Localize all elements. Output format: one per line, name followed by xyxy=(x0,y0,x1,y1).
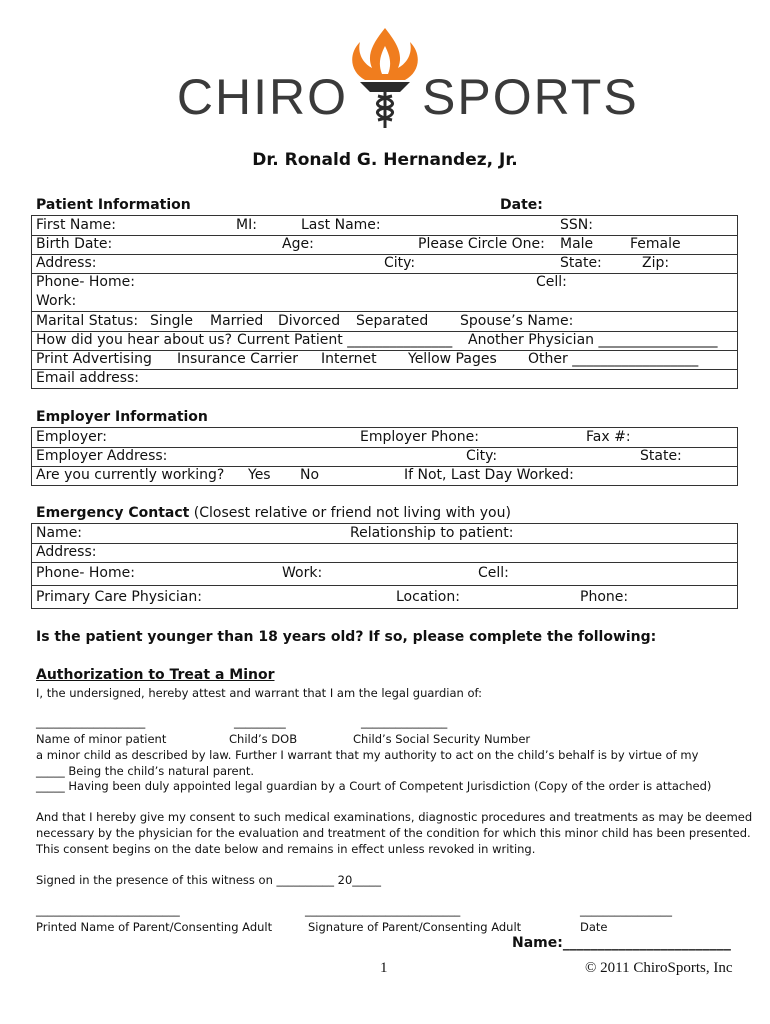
first-name-field[interactable]: First Name: xyxy=(36,217,116,233)
emergency-contact-box xyxy=(31,523,738,609)
divorced-option[interactable]: Divorced xyxy=(278,313,341,329)
chirosports-logo xyxy=(160,24,639,134)
legal-guardian-option[interactable]: _____ Having been duly appointed legal guardian by a Court of Competent Jurisdiction (Copy of the order is attached) xyxy=(36,779,712,793)
email-field[interactable]: Email address: xyxy=(36,370,140,386)
doctor-name: Dr. Ronald G. Hernandez, Jr. xyxy=(252,150,518,170)
employer-address-field[interactable]: Employer Address: xyxy=(36,448,168,464)
signature-label: Signature of Parent/Consenting Adult xyxy=(308,920,522,934)
emergency-name-field[interactable]: Name: xyxy=(36,525,83,541)
marital-status-label: Marital Status: xyxy=(36,313,139,329)
internet-option[interactable]: Internet xyxy=(321,351,377,367)
caduceus-icon xyxy=(360,82,410,128)
signature-blank[interactable]: ___________________________ xyxy=(305,903,461,917)
authorization-heading: Authorization to Treat a Minor xyxy=(36,667,275,683)
emergency-address-field[interactable]: Address: xyxy=(36,544,97,560)
sign-date-blank[interactable]: ________________ xyxy=(580,903,672,917)
phone-home-field[interactable]: Phone- Home: xyxy=(36,274,135,290)
other-source-field[interactable]: Other __________________ xyxy=(528,351,699,367)
employer-city-field[interactable]: City: xyxy=(466,448,498,464)
referral-question: How did you hear about us? xyxy=(36,332,232,348)
last-day-worked-field[interactable]: If Not, Last Day Worked: xyxy=(404,467,574,483)
witness-line[interactable]: Signed in the presence of this witness on __________ 20_____ xyxy=(36,873,382,887)
patient-info-heading: Patient Information xyxy=(36,197,191,213)
birth-date-field[interactable]: Birth Date: xyxy=(36,236,113,252)
employer-state-field[interactable]: State: xyxy=(640,448,682,464)
patient-row-address xyxy=(32,254,737,274)
emergency-work-field[interactable]: Work: xyxy=(282,565,323,581)
working-no-option[interactable]: No xyxy=(300,467,320,483)
minor-name-blank[interactable]: ___________________ xyxy=(36,715,146,729)
patient-row-phone xyxy=(32,273,737,312)
relationship-field[interactable]: Relationship to patient: xyxy=(350,525,514,541)
yellow-pages-option[interactable]: Yellow Pages xyxy=(408,351,497,367)
child-dob-label: Child’s DOB xyxy=(229,732,298,746)
working-question: Are you currently working? xyxy=(36,467,225,483)
patient-row-name xyxy=(32,216,737,236)
insurance-carrier-option[interactable]: Insurance Carrier xyxy=(177,351,299,367)
employer-row-2 xyxy=(32,447,737,467)
emergency-contact-note: (Closest relative or friend not living with you) xyxy=(193,505,511,521)
pcp-phone-field[interactable]: Phone: xyxy=(580,589,629,605)
consent-text-3: This consent begins on the date below and remains in effect unless revoked in writing. xyxy=(36,842,536,856)
torch-flame-icon xyxy=(352,28,418,80)
patient-row-marital xyxy=(32,312,737,332)
zip-field[interactable]: Zip: xyxy=(642,255,670,271)
female-option[interactable]: Female xyxy=(630,236,681,252)
employer-field[interactable]: Employer: xyxy=(36,429,107,445)
emergency-row-address xyxy=(32,543,737,563)
sign-date-label: Date xyxy=(580,920,608,934)
mi-field[interactable]: MI: xyxy=(236,217,257,233)
married-option[interactable]: Married xyxy=(210,313,264,329)
age-field[interactable]: Age: xyxy=(282,236,314,252)
logo-text-right: SPORTS xyxy=(422,69,639,125)
emergency-row-name xyxy=(32,524,737,544)
emergency-row-pcp xyxy=(32,586,737,605)
male-option[interactable]: Male xyxy=(560,236,594,252)
last-name-field[interactable]: Last Name: xyxy=(301,217,381,233)
address-field[interactable]: Address: xyxy=(36,255,97,271)
patient-row-email xyxy=(32,369,737,388)
circle-one-label: Please Circle One: xyxy=(418,236,545,252)
spouse-name-field[interactable]: Spouse’s Name: xyxy=(460,313,574,329)
another-physician-field[interactable]: Another Physician _________________ xyxy=(468,332,718,348)
date-label: Date: xyxy=(500,197,543,213)
patient-row-birth xyxy=(32,235,737,255)
state-field[interactable]: State: xyxy=(560,255,602,271)
emergency-phone-home-field[interactable]: Phone- Home: xyxy=(36,565,135,581)
minor-authority-text: a minor child as described by law. Further I warrant that my authority to act on the child’s behalf is by virtue of my xyxy=(36,748,699,762)
patient-row-sources xyxy=(32,350,737,370)
current-patient-field[interactable]: Current Patient _______________ xyxy=(237,332,453,348)
emergency-cell-field[interactable]: Cell: xyxy=(478,565,509,581)
minor-name-label: Name of minor patient xyxy=(36,732,167,746)
working-yes-option[interactable]: Yes xyxy=(248,467,271,483)
printed-name-blank[interactable]: _________________________ xyxy=(36,903,180,917)
work-phone-field[interactable]: Work: xyxy=(36,293,77,309)
employer-row-1 xyxy=(32,428,737,448)
patient-info-box xyxy=(31,215,738,389)
attest-text: I, the undersigned, hereby attest and warrant that I am the legal guardian of: xyxy=(36,686,482,700)
name-signature-line[interactable]: Name:________________________ xyxy=(512,935,731,951)
single-option[interactable]: Single xyxy=(150,313,194,329)
emergency-contact-heading: Emergency Contact xyxy=(36,505,190,521)
printed-name-label: Printed Name of Parent/Consenting Adult xyxy=(36,920,273,934)
consent-text-2: necessary by the physician for the evaluation and treatment of the condition for which this minor child has been presented. xyxy=(36,826,751,840)
employer-phone-field[interactable]: Employer Phone: xyxy=(360,429,480,445)
patient-row-referral xyxy=(32,331,737,351)
consent-text-1: And that I hereby give my consent to such medical examinations, diagnostic procedures and treatments as may be deemed xyxy=(36,810,753,824)
separated-option[interactable]: Separated xyxy=(356,313,429,329)
emergency-row-phone xyxy=(32,562,737,586)
child-ssn-blank[interactable]: _______________ xyxy=(361,715,448,729)
page-number: 1 xyxy=(380,960,388,976)
fax-field[interactable]: Fax #: xyxy=(586,429,631,445)
employer-info-box xyxy=(31,427,738,486)
ssn-field[interactable]: SSN: xyxy=(560,217,593,233)
minor-question: Is the patient younger than 18 years old? If so, please complete the following: xyxy=(36,629,657,645)
pcp-location-field[interactable]: Location: xyxy=(396,589,460,605)
print-advertising-option[interactable]: Print Advertising xyxy=(36,351,152,367)
logo-text-left: CHIRO xyxy=(176,69,348,125)
pcp-field[interactable]: Primary Care Physician: xyxy=(36,589,202,605)
natural-parent-option[interactable]: _____ Being the child’s natural parent. xyxy=(36,764,255,778)
child-ssn-label: Child’s Social Security Number xyxy=(353,732,531,746)
cell-field[interactable]: Cell: xyxy=(536,274,567,290)
city-field[interactable]: City: xyxy=(384,255,416,271)
employer-info-heading: Employer Information xyxy=(36,409,208,425)
emergency-contact-heading-line xyxy=(36,505,511,521)
copyright-text: © 2011 ChiroSports, Inc xyxy=(585,960,733,976)
child-dob-blank[interactable]: _________ xyxy=(234,715,286,729)
employer-row-3 xyxy=(32,466,737,485)
